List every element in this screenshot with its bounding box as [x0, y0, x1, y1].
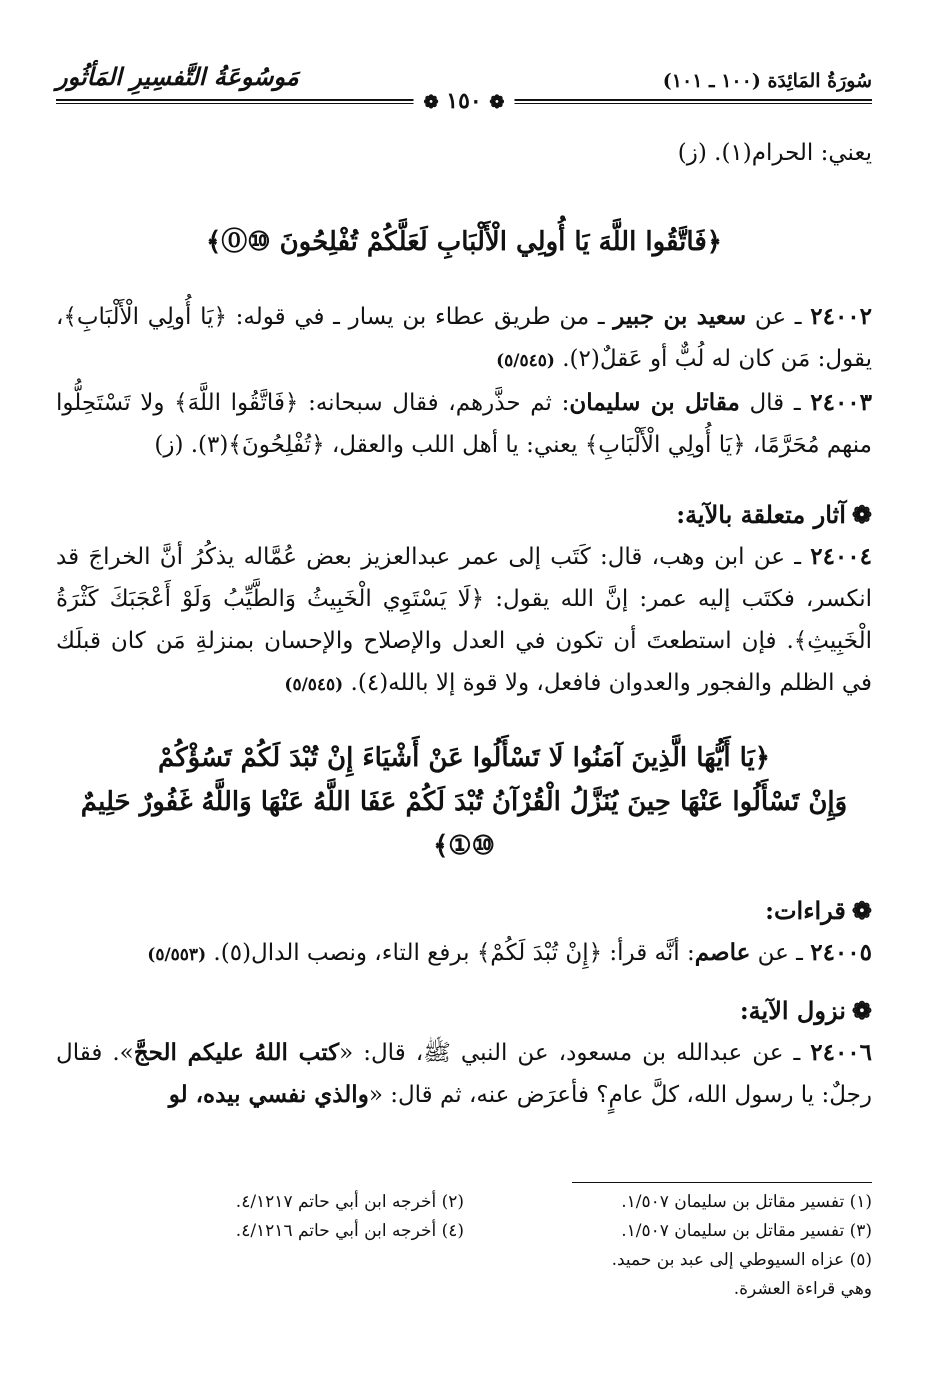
footnote-3: (٣) تفسير مقاتل بن سليمان ١/٥٠٧.: [621, 1221, 872, 1241]
reference: (٥/٥٤٥): [496, 351, 555, 371]
footnote-2: (٢) أخرجه ابن أبي حاتم ٤/١٢١٧.: [235, 1192, 464, 1212]
quran-verse-101-line1: ﴿يَا أَيُّهَا الَّذِينَ آمَنُوا لَا تَسْأَلُوا عَنْ أَشْيَاءَ إِنْ تُبْدَ لَكُمْ تَسُؤْكُمْ: [157, 743, 771, 773]
narration-24002: ٢٤٠٠٢ ـ عن سعيد بن جبير ـ من طريق عطاء بن يسار ـ في قوله: ﴿يَا أُولِي الْأَلْبَابِ﴾، يقول: مَن كان له لُبٌّ أو عَقلٌ(٢). (٥/٥٤٥): [56, 303, 873, 372]
section-heading-qiraat: ❁قراءات:: [765, 896, 872, 925]
page-number-box: [414, 88, 515, 114]
narration-number: ٢٤٠٠٦: [810, 1039, 873, 1066]
footnote-1: (١) تفسير مقاتل بن سليمان ١/٥٠٧.: [621, 1192, 872, 1212]
page-number: ١٥٠: [446, 88, 482, 114]
quran-verse-100: ﴿فَاتَّقُوا اللَّهَ يَا أُولِي الْأَلْبَابِ لَعَلَّكُمْ تُفْلِحُونَ ⑩⓪﴾: [205, 227, 722, 257]
page-header: [56, 58, 872, 124]
reference: (٥/٥٥٣): [147, 945, 207, 965]
book-title: مَوسُوعَةُ التَّفسِيرِ المَأثُور: [56, 62, 299, 91]
footnote-rule: [572, 1182, 872, 1183]
flower-icon: ❁: [851, 500, 872, 529]
footnote-5: (٥) عزاه السيوطي إلى عبد بن حميد.: [611, 1250, 872, 1270]
main-text: [56, 132, 872, 1116]
narration-number: ٢٤٠٠٢: [810, 303, 873, 330]
narration-number: ٢٤٠٠٥: [810, 939, 872, 966]
ornament-icon: ❁: [489, 92, 505, 113]
footnote-5-continuation: وهي قراءة العشرة.: [733, 1279, 872, 1299]
narration-24003: ٢٤٠٠٣ ـ قال مقاتل بن سليمان: ثم حذَّرهم، فقال سبحانه: ﴿فَاتَّقُوا اللَّهَ﴾ ولا تَسْتَحِلُّوا منهم مُحَرَّمًا، ﴿يَا أُولِي الْأَلْبَابِ﴾ يعني: يا أهل اللب والعقل، ﴿تُفْلِحُونَ﴾(٣). (ز): [56, 389, 873, 458]
narration-24005: ٢٤٠٠٥ ـ عن عاصم: أنَّه قرأ: ﴿إِنْ تُبْدَ لَكُمْ﴾ برفع التاء، ونصب الدال(٥). (٥/٥٥٣): [147, 939, 872, 966]
footnote-row: [56, 1217, 872, 1246]
section-heading-nuzul: ❁نزول الآية:: [739, 996, 872, 1025]
narration-24004: ٢٤٠٠٤ ـ عن ابن وهب، قال: كَتَب إلى عمر عبدالعزيز بعض عُمَّاله يذكُرُ أنَّ الخراجَ قد انكسر، فكتَب إليه عمر: إنَّ الله يقول: ﴿لَا يَسْتَوِي الْخَبِيثُ وَالطَّيِّبُ وَلَوْ أَعْجَبَكَ كَثْرَةُ الْخَبِيثِ﴾. فإن استطعتَ أن تكون في العدل والإصلاح والإحسان بمنزلةِ مَن كان قبلَك في الظلم والفجور والعدوان فافعل، ولا قوة إلا بالله(٤). (٥/٥٤٥): [56, 543, 872, 696]
hadith-text: كتب اللهُ عليكم الحجَّ: [133, 1039, 340, 1066]
section-heading-athar: ❁آثار متعلقة بالآية:: [676, 500, 872, 529]
hadith-text: والذي نفسي بيده، لو: [168, 1081, 369, 1108]
ornament-icon: ❁: [423, 92, 439, 113]
footnote-4: (٤) أخرجه ابن أبي حاتم ٤/١٢١٦.: [235, 1221, 464, 1241]
footnotes: [56, 1188, 872, 1304]
footnote-row: [56, 1188, 872, 1217]
narrator-name: سعيد بن جبير: [613, 303, 747, 330]
narrator-name: عاصم: [694, 939, 751, 966]
paragraph-continuation: يعني: الحرام(١). (ز): [677, 140, 872, 166]
flower-icon: ❁: [851, 896, 872, 925]
narration-24006: ٢٤٠٠٦ ـ عن عبدالله بن مسعود، عن النبي ﷺ، قال: «كتب اللهُ عليكم الحجَّ». فقال رجلٌ: يا رسول الله، كلَّ عامٍ؟ فأعرَض عنه، ثم قال: «والذي نفسي بيده، لو: [56, 1039, 873, 1108]
flower-icon: ❁: [851, 996, 872, 1025]
reference: (٥/٥٤٥): [284, 675, 344, 695]
quran-verse-101-line2: وَإِنْ تَسْأَلُوا عَنْهَا حِينَ يُنَزَّلُ الْقُرْآنُ تُبْدَ لَكُمْ عَفَا اللَّهُ عَنْهَا وَاللَّهُ غَفُورٌ حَلِيمٌ ⑩①﴾: [80, 787, 848, 861]
narrator-name: مقاتل بن سليمان: [569, 389, 740, 416]
narration-number: ٢٤٠٠٣: [810, 389, 873, 416]
surah-title: سُورَةُ المَائِدَة (١٠٠ ـ ١٠١): [662, 70, 872, 92]
narration-number: ٢٤٠٠٤: [810, 543, 872, 570]
